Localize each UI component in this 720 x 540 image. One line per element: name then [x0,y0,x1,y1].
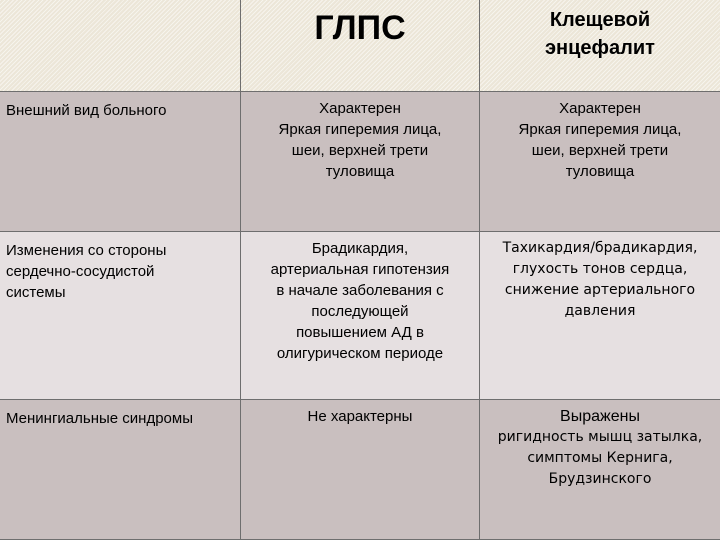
text-line: туловища [565,163,635,180]
row-label-appearance: Внешний вид больного [0,92,241,232]
header-tick-encephalitis [480,0,720,92]
text-line: глухость тонов сердца, [512,261,688,277]
row-label-cardiovascular [0,232,241,400]
text-line: повышением АД в [296,324,424,341]
text-line: шеи, верхней трети [291,142,429,159]
text-line: сердечно-сосудистой [6,263,155,280]
text-line: в начале заболевания с [276,282,444,299]
text-line: Яркая гиперемия лица, [278,121,442,138]
row3-te-cell [480,400,720,540]
text-line: артериальная гипотензия [270,261,450,278]
text-line: симптомы Кернига, [527,450,673,466]
text-line: снижение артериального [504,282,696,298]
text-line: последующей [311,303,409,320]
text-line: системы [6,284,66,301]
text-line: давления [564,303,636,319]
header-glps: ГЛПС [241,0,480,92]
text-line: олигурическом периоде [276,345,444,362]
row1-te-cell [480,92,720,232]
row1-glps-cell [241,92,480,232]
row2-te-cell [480,232,720,400]
header-te-line1: Клещевой [549,9,651,31]
text-line: Брудзинского [548,471,652,487]
text-line: Не характерны [307,408,413,425]
text-line: туловища [325,163,395,180]
text-line: ригидность мышц затылка, [497,429,703,445]
text-line: шеи, верхней трети [531,142,669,159]
row-label-meningeal: Менингиальные синдромы [0,400,241,540]
header-te-line2: энцефалит [545,37,655,59]
text-line: Тахикардия/брадикардия, [502,240,698,256]
text-line: Изменения со стороны [6,242,167,259]
text-line: Выражены [560,408,640,425]
row2-glps-cell [241,232,480,400]
text-line: Брадикардия, [311,240,409,257]
text-line: Характерен [319,100,401,117]
text-line: Характерен [559,100,641,117]
header-empty-cell [0,0,241,92]
row3-glps-cell [241,400,480,540]
text-line: Яркая гиперемия лица, [518,121,682,138]
